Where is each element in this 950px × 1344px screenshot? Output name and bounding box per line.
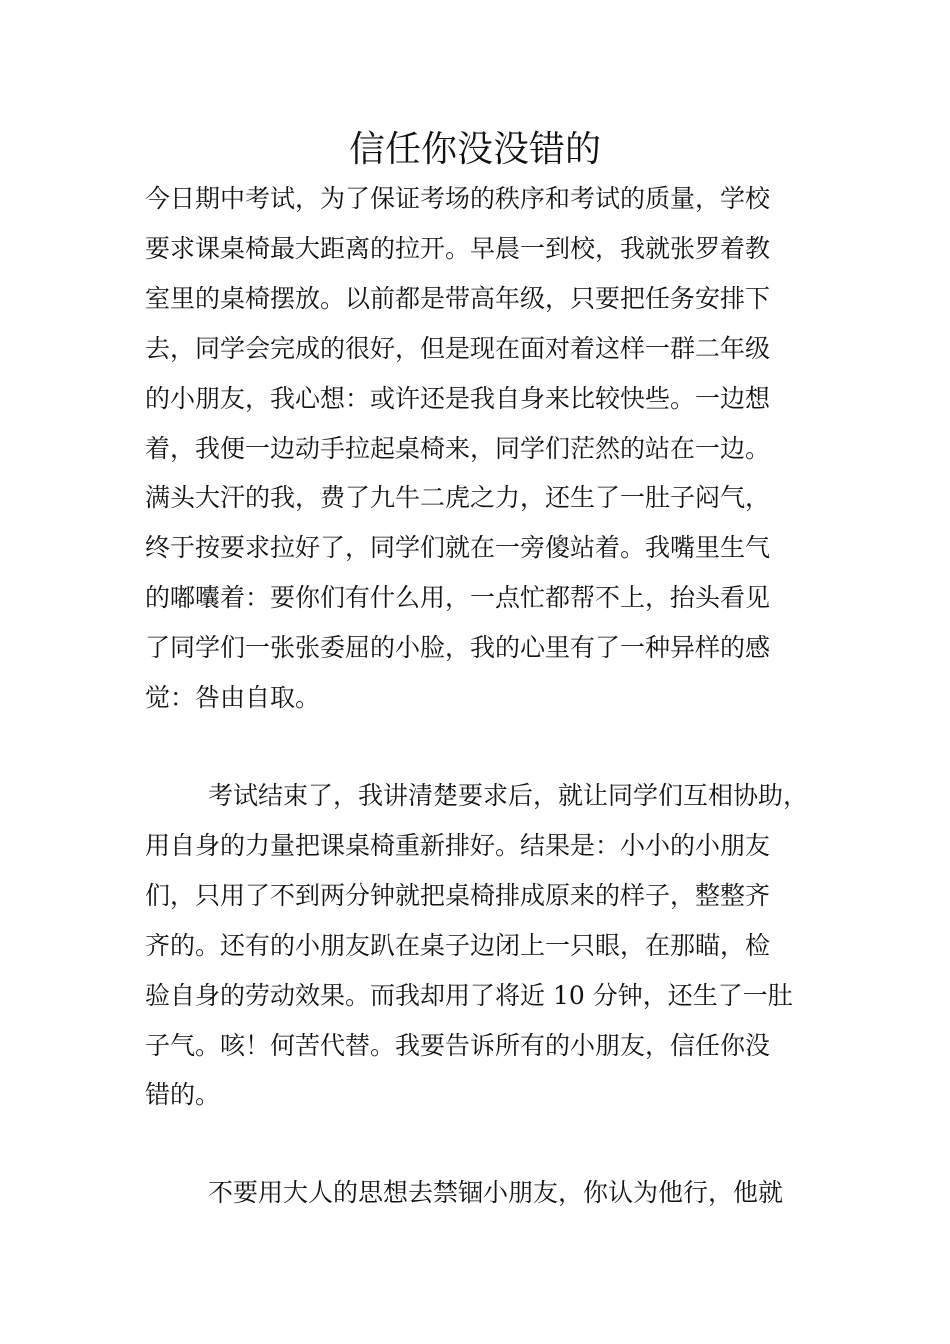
text-line: 齐的。还有的小朋友趴在桌子边闭上一只眼，在那瞄，检 — [145, 931, 771, 960]
text-line: 要求课桌椅最大距离的拉开。早晨一到校，我就张罗着教 — [145, 234, 771, 263]
document-title: 信任你没没错的 — [348, 129, 601, 170]
text-line: 室里的桌椅摆放。以前都是带高年级，只要把任务安排下 — [145, 284, 771, 313]
text-line: 用自身的力量把课桌椅重新排好。结果是：小小的小朋友 — [145, 831, 771, 860]
text-line: 终于按要求拉好了，同学们就在一旁傻站着。我嘴里生气 — [145, 533, 771, 562]
text-line: 考试结束了，我讲清楚要求后，就让同学们互相协助， — [208, 781, 809, 810]
text-line: 子气。咳！何苦代替。我要告诉所有的小朋友，信任你没 — [145, 1031, 771, 1060]
text-line: 了同学们一张张委屈的小脸，我的心里有了一种异样的感 — [145, 633, 771, 662]
text-line: 的嘟囔着：要你们有什么用，一点忙都帮不上，抬头看见 — [145, 583, 771, 612]
text-line: 错的。 — [145, 1080, 221, 1109]
text-line: 去，同学会完成的很好，但是现在面对着这样一群二年级 — [145, 334, 771, 363]
text-line: 今日期中考试，为了保证考场的秩序和考试的质量，学校 — [145, 184, 771, 213]
text-line: 验自身的劳动效果。而我却用了将近 10 分钟，还生了一肚 — [145, 981, 793, 1010]
text-line: 满头大汗的我，费了九牛二虎之力，还生了一肚子闷气， — [145, 483, 771, 512]
text-line: 觉：咎由自取。 — [145, 683, 321, 712]
text-line: 们，只用了不到两分钟就把桌椅排成原来的样子，整整齐 — [145, 881, 771, 910]
text-line: 着，我便一边动手拉起桌椅来，同学们茫然的站在一边。 — [145, 434, 771, 463]
text-line: 不要用大人的思想去禁锢小朋友，你认为他行，他就 — [208, 1178, 784, 1207]
text-line: 的小朋友，我心想：或许还是我自身来比较快些。一边想 — [145, 384, 771, 413]
